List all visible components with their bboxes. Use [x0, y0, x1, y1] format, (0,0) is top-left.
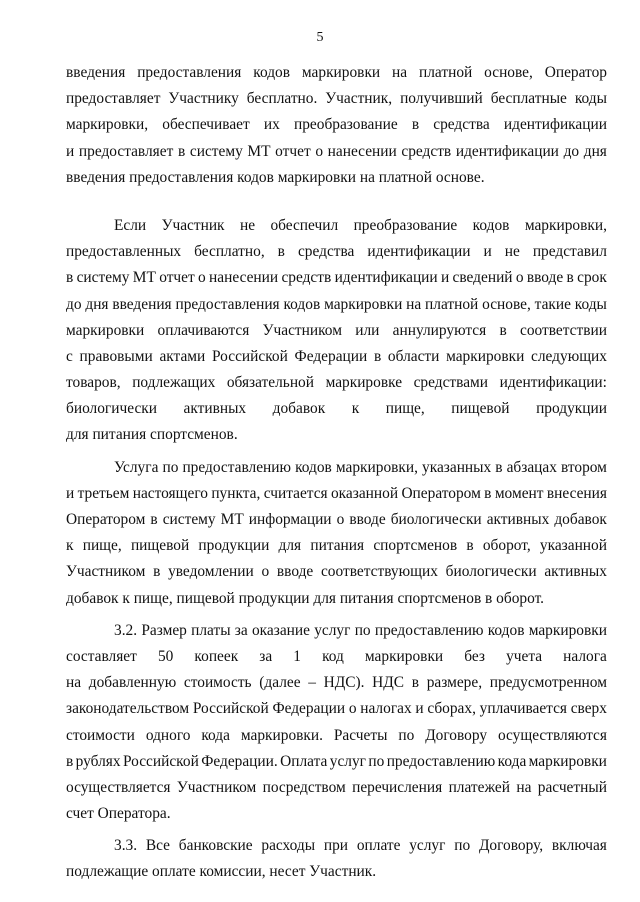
word: маркировки	[364, 647, 444, 665]
word: сверх	[570, 700, 607, 718]
word: такие	[534, 295, 571, 313]
word: соответствии	[520, 321, 607, 339]
word: области	[387, 347, 440, 365]
word: платной	[419, 64, 473, 81]
word: без	[464, 647, 485, 665]
word: на	[406, 295, 422, 313]
word: НДС	[372, 674, 405, 692]
text-line	[66, 644, 607, 670]
word: нанесении	[327, 142, 397, 160]
page-number: 5	[316, 30, 324, 45]
word: представил	[532, 243, 607, 261]
word: маркировки	[446, 347, 525, 365]
word: вводе	[276, 563, 314, 581]
word: Участник,	[325, 90, 393, 108]
word: Российской	[211, 347, 288, 365]
word: бесплатно,	[194, 243, 265, 261]
word: маркировки,	[524, 216, 607, 234]
text-line	[66, 86, 607, 112]
word: биологически	[390, 511, 482, 528]
word: предоставляет	[78, 142, 174, 160]
word: Участник	[161, 216, 225, 234]
word: услуг	[409, 837, 446, 855]
word: идентификации	[503, 116, 607, 134]
word: учета	[506, 647, 543, 665]
word: правовыми	[79, 347, 153, 365]
text-line	[66, 318, 607, 344]
word: и	[483, 243, 492, 261]
word: информации	[248, 511, 332, 528]
word: Федерации.	[201, 752, 278, 770]
text-line	[66, 586, 607, 612]
word: кодов	[487, 621, 525, 639]
text-line	[66, 422, 607, 448]
paragraph	[66, 455, 607, 612]
word: с	[66, 347, 73, 365]
word: активных	[486, 511, 550, 528]
word: пищевой	[451, 400, 510, 418]
word: бесплатно.	[246, 90, 318, 108]
word: маркировки,	[335, 458, 418, 476]
word: МТ	[132, 269, 156, 287]
word: дня	[583, 142, 607, 160]
word: копеек	[194, 647, 239, 665]
word: дня	[85, 295, 109, 313]
word: Договору	[425, 726, 488, 744]
word: кода	[201, 726, 230, 744]
word: до	[66, 295, 82, 313]
word: не	[239, 216, 256, 234]
word: по	[368, 752, 385, 770]
word: по	[398, 726, 415, 744]
word: кодов	[283, 295, 321, 313]
document-body	[66, 60, 607, 886]
word: за	[234, 621, 248, 639]
word: нанесении	[209, 269, 279, 287]
word: в	[411, 674, 420, 692]
word: добавок	[272, 400, 326, 418]
text-line	[66, 723, 607, 749]
text-line	[66, 696, 607, 722]
word: биологически	[445, 563, 537, 581]
word: преобразование	[293, 116, 398, 134]
word: кода	[497, 752, 527, 770]
word: маркировки	[324, 295, 403, 313]
word: размере,	[426, 674, 483, 692]
word: отчет	[275, 142, 311, 160]
word: или	[355, 321, 380, 339]
word: основе,	[482, 295, 531, 313]
word: преобразование	[353, 216, 458, 234]
word: аннулируются	[392, 321, 487, 339]
word: оплачиваются	[157, 321, 250, 339]
word: в	[495, 458, 503, 476]
word: активных	[183, 400, 247, 418]
word: уплачивается	[479, 700, 567, 718]
word: Российской	[122, 752, 199, 770]
word: маркировки	[66, 321, 145, 339]
word: при	[323, 837, 349, 855]
word: предусмотренном	[489, 674, 607, 692]
word: момент	[494, 484, 544, 502]
word: коды	[574, 295, 607, 313]
word: по	[162, 458, 179, 476]
word: в	[66, 752, 74, 770]
word: в	[66, 269, 74, 287]
word: Федерации	[272, 700, 346, 718]
word: идентификации	[367, 243, 471, 261]
word: перечисления	[352, 778, 443, 796]
word: обеспечил	[270, 216, 339, 234]
text-line	[66, 239, 607, 265]
word: маркировки,	[66, 116, 149, 134]
text-line	[66, 112, 607, 138]
word: предоставлению	[386, 752, 496, 770]
word: на	[516, 778, 532, 796]
word: средствами	[413, 374, 489, 392]
word: для	[278, 537, 302, 555]
word: обязательной	[226, 374, 314, 392]
word: оказанной	[330, 484, 399, 502]
word: Участником	[262, 321, 342, 339]
text-line	[66, 344, 607, 370]
word: Оператор	[544, 64, 607, 81]
word: указанной	[539, 537, 607, 555]
word: предоставляет	[66, 90, 161, 108]
text-line	[66, 670, 607, 696]
word: МТ	[220, 511, 244, 528]
word: платы	[191, 621, 231, 639]
word: продукции	[536, 400, 607, 418]
word: активных	[544, 563, 607, 581]
text-line	[66, 481, 607, 507]
word: отчет	[159, 269, 195, 287]
text-line	[66, 139, 607, 165]
text-line	[66, 265, 607, 291]
text-line	[66, 396, 607, 422]
word: составляет	[66, 647, 137, 665]
word: Услуга	[114, 458, 159, 476]
word: оказание	[251, 621, 310, 639]
word: Оплата	[280, 752, 328, 770]
word: в	[484, 484, 492, 502]
word: стоимость	[183, 674, 252, 692]
word: и	[415, 700, 424, 718]
text-line	[66, 859, 607, 885]
word: маркировке	[325, 374, 403, 392]
word: Федерации	[294, 347, 368, 365]
word: в	[411, 116, 420, 134]
word: коды	[574, 90, 607, 108]
word: Размер	[141, 621, 187, 639]
word: следующих	[531, 347, 607, 365]
word: (далее	[259, 674, 301, 692]
word: о	[515, 269, 524, 287]
word: к	[351, 400, 360, 418]
word: Оператором	[66, 511, 146, 528]
word: до	[563, 142, 580, 160]
word: средства	[297, 243, 355, 261]
paragraph	[66, 60, 607, 191]
word: для питания спортсменов.	[66, 426, 238, 444]
paragraph	[66, 618, 607, 828]
word: к	[66, 537, 74, 555]
word: в	[153, 563, 161, 581]
word: третьем	[77, 484, 130, 502]
word: расчетный	[537, 778, 607, 796]
word: сборах,	[427, 700, 476, 718]
word: о	[336, 511, 345, 528]
word: Если	[114, 216, 147, 234]
word: кодов	[295, 458, 332, 476]
word: добавок к пище, пищевой продукции для питания спортсменов в оборот.	[66, 589, 544, 607]
word: срок	[577, 269, 607, 287]
word: спортсменов	[373, 537, 458, 555]
text-line	[66, 60, 607, 86]
word: Оператором	[401, 484, 481, 502]
word: их	[263, 116, 280, 134]
word: основе,	[484, 64, 533, 81]
text-line	[66, 292, 607, 318]
word: 3.3.	[114, 837, 138, 855]
word: банковские	[178, 837, 253, 855]
word: кодов	[253, 64, 291, 81]
word: введения предоставления кодов маркировки на платной основе.	[66, 168, 485, 186]
word: предоставленных	[66, 243, 182, 261]
word: –	[308, 674, 316, 692]
word: налогах	[360, 700, 412, 718]
word: систему	[162, 511, 216, 528]
word: в	[566, 269, 574, 287]
word: пище,	[82, 537, 122, 555]
word: втором	[560, 458, 607, 476]
word: налога	[563, 647, 607, 665]
word: осуществляется	[66, 778, 171, 796]
word: маркировки	[301, 64, 381, 81]
word: по	[454, 837, 471, 855]
paragraph	[66, 833, 607, 885]
word: вводе	[526, 269, 564, 287]
word: средств	[401, 142, 452, 160]
word: маркировки	[528, 752, 607, 770]
word: Российской	[192, 700, 269, 718]
word: кодов	[472, 216, 510, 234]
word: и	[440, 269, 450, 287]
word: питания	[310, 537, 365, 555]
word: оплате	[356, 837, 401, 855]
text-line	[66, 165, 607, 191]
word: средства	[433, 116, 490, 134]
word: маркировки.	[240, 726, 323, 744]
word: о	[198, 269, 206, 287]
word: на	[66, 674, 82, 692]
text-line	[66, 507, 607, 533]
word: пункта,	[211, 484, 261, 502]
word: не	[504, 243, 520, 261]
word: добавок	[554, 511, 607, 528]
word: посредством	[262, 778, 346, 796]
word: соответствующих	[320, 563, 438, 581]
word: обеспечивает	[162, 116, 250, 134]
word: предоставления	[137, 64, 242, 81]
word: 50	[157, 647, 174, 665]
word: бесплатные	[490, 90, 567, 108]
word: внесения	[546, 484, 607, 502]
word: услуг	[329, 752, 366, 770]
word: о	[315, 142, 324, 160]
word: и	[66, 142, 75, 160]
word: товаров,	[66, 374, 121, 392]
text-line	[66, 801, 607, 827]
word: маркировки	[528, 621, 607, 639]
word: пищевой	[130, 537, 190, 555]
word: идентификации	[455, 142, 559, 160]
word: счет Оператора.	[66, 805, 171, 823]
word: абзацах	[506, 458, 557, 476]
text-line	[66, 213, 607, 239]
word: Все	[145, 837, 170, 855]
word: Участником	[66, 563, 146, 581]
word: рублях	[75, 752, 121, 770]
word: расходы	[261, 837, 316, 855]
word: оборот,	[482, 537, 531, 555]
text-line	[66, 618, 607, 644]
word: подлежащие оплате комиссии, несет Участник.	[66, 863, 377, 881]
word: услуг	[314, 621, 351, 639]
word: в	[150, 511, 158, 528]
word: в	[466, 537, 474, 555]
text-line	[66, 833, 607, 859]
word: идентификации	[334, 269, 438, 287]
word: включая	[551, 837, 607, 855]
word: получивший	[400, 90, 483, 108]
word: предоставления	[175, 295, 280, 313]
word: предоставлению	[182, 458, 292, 476]
word: по	[354, 621, 371, 639]
word: считается	[263, 484, 328, 502]
word: указанных	[422, 458, 492, 476]
word: средств	[281, 269, 332, 287]
word: биологически	[66, 400, 157, 418]
word: одного	[145, 726, 191, 744]
text-line	[66, 533, 607, 559]
word: осуществляются	[497, 726, 607, 744]
paragraph	[66, 213, 607, 449]
word: введения	[66, 64, 126, 81]
word: на	[392, 64, 408, 81]
text-line	[66, 559, 607, 585]
word: вводе	[349, 511, 386, 528]
word: Участнику	[168, 90, 239, 108]
word: НДС).	[323, 674, 365, 692]
word: стоимости	[66, 726, 135, 744]
word: и	[66, 484, 75, 502]
word: 1	[293, 647, 301, 665]
word: актами	[159, 347, 206, 365]
word: систему	[189, 142, 243, 160]
word: введения	[112, 295, 172, 313]
word: продукции	[198, 537, 270, 555]
word: 3.2.	[114, 621, 138, 639]
text-line	[66, 370, 607, 396]
word: платной	[425, 295, 479, 313]
word: подлежащих	[132, 374, 216, 392]
word: Договору,	[478, 837, 544, 855]
word: в	[277, 243, 285, 261]
word: добавленную	[88, 674, 177, 692]
word: сведений	[452, 269, 513, 287]
word: пище,	[385, 400, 425, 418]
word: код	[322, 647, 344, 665]
word: предоставлению	[374, 621, 484, 639]
text-line	[66, 749, 607, 775]
word: идентификации:	[499, 374, 607, 392]
word: за	[259, 647, 273, 665]
word: настоящего	[132, 484, 208, 502]
word: МТ	[247, 142, 271, 160]
word: законодательством	[66, 700, 190, 718]
word: Участником	[176, 778, 257, 796]
word: о	[348, 700, 357, 718]
word: Расчеты	[333, 726, 388, 744]
word: уведомлении	[168, 563, 254, 581]
word: платежей	[448, 778, 510, 796]
word: систему	[76, 269, 130, 287]
word: в	[177, 142, 186, 160]
text-line	[66, 775, 607, 801]
word: в	[499, 321, 507, 339]
text-line	[66, 455, 607, 481]
word: в	[373, 347, 382, 365]
word: о	[261, 563, 270, 581]
